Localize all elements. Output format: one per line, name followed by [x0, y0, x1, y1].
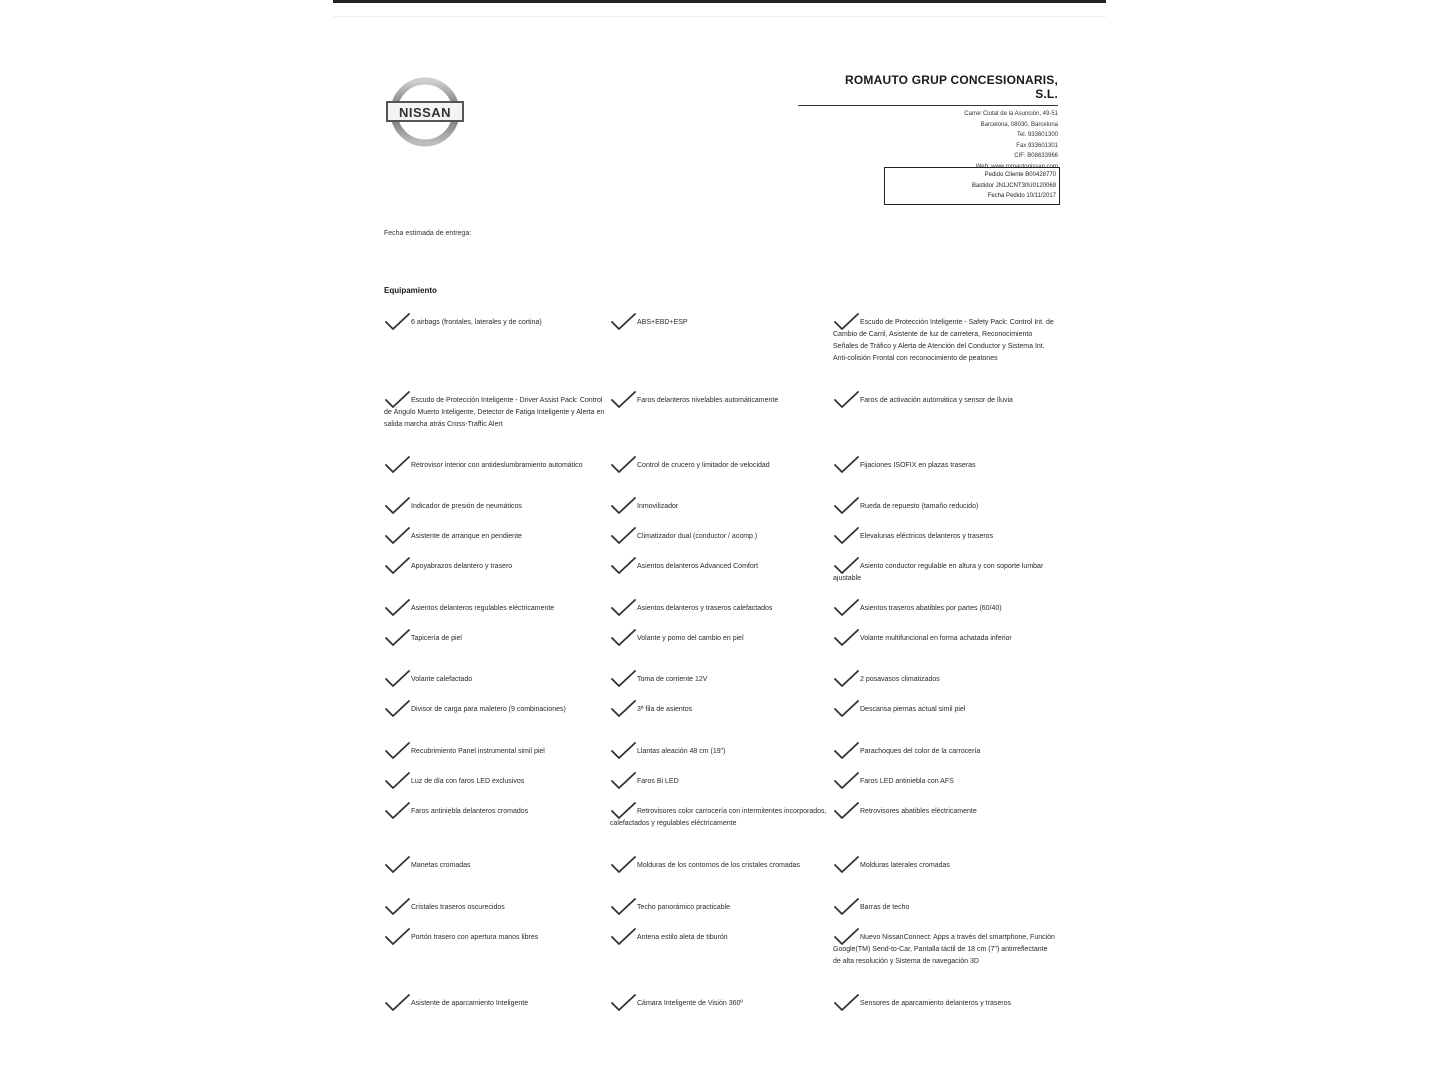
equipment-item-label: Retrovisores color carrocería con intermitentes incorporados, calefactados y regulables eléctricamente: [610, 808, 827, 827]
equipment-item: [833, 395, 1055, 407]
checkmark-icon: [833, 856, 859, 876]
checkmark-icon: [833, 994, 859, 1014]
equipment-item: [833, 501, 1055, 513]
equipment-item: [610, 317, 832, 329]
checkmark-icon: [610, 856, 636, 876]
equipment-item-label: Manetas cromadas: [411, 862, 471, 869]
order-info-box: [884, 167, 1060, 205]
equipment-item: [384, 746, 606, 758]
checkmark-icon: [610, 928, 636, 948]
equipment-item-label: Divisor de carga para maletero (9 combinaciones): [411, 706, 566, 713]
equipment-item-label: Asistente de arranque en pendiente: [411, 533, 522, 540]
equipment-item-label: Control de crucero y limitador de velocidad: [637, 462, 770, 469]
equipment-item-label: Antena estilo aleta de tiburón: [637, 934, 728, 941]
equipment-item: [384, 395, 606, 431]
order-date: Fecha Pedido 10/11/2017: [987, 193, 1056, 199]
order-number: Pedido Cliente B00428770: [984, 172, 1056, 178]
equipment-item-label: Asientos delanteros y traseros calefactados: [637, 605, 773, 612]
equipment-item: [384, 704, 606, 716]
equipment-item-label: Techo panorámico practicable: [637, 904, 730, 911]
equipment-item: [833, 317, 1055, 365]
equipment-item-label: Asientos delanteros regulables eléctricamente: [411, 605, 555, 612]
equipment-item-label: 3ª fila de asientos: [637, 706, 693, 713]
equipment-heading: Equipamiento: [384, 286, 437, 295]
equipment-item: [384, 860, 606, 872]
equipment-item: [610, 633, 832, 645]
equipment-item: [833, 603, 1055, 615]
fax-line: Fax 933601301: [1016, 142, 1058, 149]
company-divider: [798, 105, 1058, 106]
checkmark-icon: [384, 856, 410, 876]
equipment-item-label: Asiento conductor regulable en altura y con soporte lumbar ajustable: [833, 563, 1044, 582]
equipment-item-label: Llantas aleación 48 cm (19"): [637, 748, 726, 755]
equipment-item: [610, 674, 832, 686]
checkmark-icon: [384, 497, 410, 517]
equipment-item: [384, 932, 606, 944]
equipment-item: [833, 806, 1055, 818]
equipment-item-label: Luz de día con faros LED exclusivos: [411, 778, 525, 785]
equipment-item-label: Indicador de presión de neumáticos: [411, 503, 522, 510]
checkmark-icon: [610, 629, 636, 649]
equipment-item: [833, 460, 1055, 472]
equipment-item: [384, 674, 606, 686]
checkmark-icon: [610, 527, 636, 547]
checkmark-icon: [833, 456, 859, 476]
equipment-item: [833, 998, 1055, 1010]
equipment-item-label: Elevalunas eléctricos delanteros y traseros: [860, 533, 994, 540]
checkmark-icon: [384, 994, 410, 1014]
checkmark-icon: [384, 527, 410, 547]
equipment-item-label: Faros antiniebla delanteros cromados: [411, 808, 529, 815]
equipment-item: [833, 902, 1055, 914]
equipment-item: [384, 998, 606, 1010]
equipment-item-label: Escudo de Protección Inteligente - Driver Assist Pack: Control de Ángulo Muerto Inteligente, Detector de Fatiga Inteligente y Alerta en salida marcha atrás Cross-Traffic Alert: [384, 397, 605, 428]
equipment-item-label: Cámara Inteligente de Visión 360º: [637, 1000, 743, 1007]
checkmark-icon: [610, 670, 636, 690]
checkmark-icon: [610, 700, 636, 720]
checkmark-icon: [610, 898, 636, 918]
checkmark-icon: [384, 456, 410, 476]
address-line: Barcelona, 08030, Barcelona: [980, 121, 1058, 128]
equipment-item: [610, 902, 832, 914]
checkmark-icon: [384, 313, 410, 333]
cif-line: CIF: B08633966: [1014, 153, 1058, 159]
equipment-item-label: Asistente de aparcamiento Inteligente: [411, 1000, 529, 1007]
equipment-item-label: Inmovilizador: [637, 503, 679, 510]
checkmark-icon: [610, 497, 636, 517]
equipment-item-label: Volante multifuncional en forma achatada inferior: [860, 635, 1012, 642]
document-page: [333, 3, 1106, 1080]
equipment-item-label: Barras de techo: [860, 904, 910, 911]
checkmark-icon: [610, 313, 636, 333]
equipment-item: [833, 776, 1055, 788]
chassis-number: Bastidor JN1JCNT30U0120069: [971, 182, 1056, 189]
equipment-item-label: Volante y pomo del cambio en piel: [637, 635, 744, 642]
checkmark-icon: [384, 629, 410, 649]
equipment-item-label: 2 posavasos climatizados: [860, 676, 940, 683]
checkmark-icon: [833, 802, 859, 822]
equipment-item: [610, 603, 832, 615]
equipment-item-label: Faros Bi LED: [637, 778, 679, 785]
equipment-item: [833, 860, 1055, 872]
checkmark-icon: [833, 391, 859, 411]
address-line: Carrer Ciutat de la Asunción, 49-51: [964, 111, 1058, 117]
checkmark-icon: [833, 313, 859, 333]
checkmark-icon: [384, 802, 410, 822]
checkmark-icon: [384, 772, 410, 792]
checkmark-icon: [833, 629, 859, 649]
checkmark-icon: [833, 527, 859, 547]
equipment-item-label: Tapicería de piel: [411, 635, 462, 642]
equipment-item-label: Apoyabrazos delantero y trasero: [411, 563, 513, 570]
equipment-item: [833, 633, 1055, 645]
delivery-date-label: Fecha estimada de entrega:: [384, 230, 472, 237]
equipment-item-label: Molduras laterales cromadas: [860, 862, 950, 869]
equipment-item-label: Asientos delanteros Advanced Comfort: [637, 563, 759, 570]
checkmark-icon: [833, 898, 859, 918]
equipment-item-label: Asientos traseros abatibles por partes (60/40): [860, 605, 1002, 612]
equipment-item-label: Sensores de aparcamiento delanteros y traseros: [860, 1000, 1011, 1007]
checkmark-icon: [384, 391, 410, 411]
equipment-item: [833, 674, 1055, 686]
phone-line: Tel. 933601300: [1016, 132, 1058, 138]
equipment-item-label: Climatizador dual (conductor / acomp.): [637, 533, 758, 540]
checkmark-icon: [384, 898, 410, 918]
web-line: Web: www.romautonissan.com: [975, 163, 1058, 170]
equipment-item: [384, 776, 606, 788]
company-name-suffix: S.L.: [1035, 87, 1058, 101]
equipment-item-label: Cristales traseros oscurecidos: [411, 904, 505, 911]
equipment-item: [610, 395, 832, 407]
checkmark-icon: [833, 670, 859, 690]
equipment-item-label: Escudo de Protección Inteligente - Safety Pack: Control Int. de Cambio de Carril, Asistente de luz de carretera, Reconocimiento Señales de Tráfico y Alerta de Atención del Conductor y Sistema Int. Anti-colisión Frontal con reconocimiento de peatones: [833, 319, 1054, 362]
equipment-item: [833, 704, 1055, 716]
equipment-item-label: Toma de corriente 12V: [637, 676, 708, 683]
checkmark-icon: [833, 772, 859, 792]
equipment-item: [833, 531, 1055, 543]
checkmark-icon: [610, 557, 636, 577]
equipment-item-label: Faros delanteros nivelables automáticamente: [637, 397, 779, 404]
equipment-item: [610, 531, 832, 543]
equipment-item: [610, 561, 832, 573]
checkmark-icon: [384, 670, 410, 690]
equipment-item: [610, 776, 832, 788]
equipment-item: [833, 746, 1055, 758]
equipment-item: [384, 603, 606, 615]
equipment-item-label: Molduras de los contornos de los cristales cromadas: [637, 862, 801, 869]
equipment-item-label: Retrovisor interior con antideslumbramiento automático: [411, 462, 583, 469]
checkmark-icon: [610, 456, 636, 476]
equipment-item: [610, 460, 832, 472]
company-block: [798, 73, 1058, 172]
checkmark-icon: [610, 391, 636, 411]
checkmark-icon: [610, 772, 636, 792]
equipment-item-label: Retrovisores abatibles eléctricamente: [860, 808, 977, 815]
equipment-item-label: Portón trasero con apertura manos libres: [411, 934, 539, 941]
nissan-logo: [385, 75, 465, 149]
equipment-item-label: Fijaciones ISOFIX en plazas traseras: [860, 462, 976, 469]
equipment-item: [384, 561, 606, 573]
equipment-item: [384, 806, 606, 818]
equipment-item: [610, 860, 832, 872]
checkmark-icon: [833, 497, 859, 517]
equipment-item: [384, 460, 606, 472]
checkmark-icon: [610, 599, 636, 619]
equipment-item: [610, 998, 832, 1010]
checkmark-icon: [833, 928, 859, 948]
equipment-item: [610, 932, 832, 944]
equipment-item: [610, 704, 832, 716]
checkmark-icon: [384, 928, 410, 948]
equipment-item: [610, 501, 832, 513]
equipment-item: [833, 561, 1055, 585]
equipment-item: [833, 932, 1055, 968]
equipment-item-label: ABS+EBD+ESP: [637, 319, 688, 326]
equipment-item: [384, 531, 606, 543]
logo-wordmark: NISSAN: [398, 105, 452, 120]
equipment-item: [384, 902, 606, 914]
checkmark-icon: [833, 599, 859, 619]
equipment-item-label: Volante calefactado: [411, 676, 473, 683]
checkmark-icon: [384, 599, 410, 619]
checkmark-icon: [384, 700, 410, 720]
equipment-item-label: Faros LED antiniebla con AFS: [860, 778, 954, 785]
checkmark-icon: [833, 742, 859, 762]
checkmark-icon: [384, 742, 410, 762]
company-name: ROMAUTO GRUP CONCESIONARIS,: [845, 73, 1058, 87]
equipment-item-label: Recubrimiento Panel instrumental simil piel: [411, 748, 545, 755]
equipment-item: [384, 633, 606, 645]
checkmark-icon: [833, 557, 859, 577]
equipment-item: [610, 806, 832, 830]
equipment-item-label: Descansa piernas actual simil piel: [860, 706, 966, 713]
equipment-item-label: Nuevo NissanConnect: Apps a través del smartphone, Función Google(TM) Send-to-Car, Pantalla táctil de 18 cm (7") antirreflectante de alta resolución y Sistema de navegación 3D: [833, 934, 1055, 965]
checkmark-icon: [384, 557, 410, 577]
checkmark-icon: [610, 742, 636, 762]
equipment-item: [384, 501, 606, 513]
equipment-item: [384, 317, 606, 329]
checkmark-icon: [833, 700, 859, 720]
checkmark-icon: [610, 994, 636, 1014]
equipment-item-label: 6 airbags (frontales, laterales y de cortina): [411, 319, 542, 326]
equipment-item-label: Rueda de repuesto (tamaño reducido): [860, 503, 979, 510]
checkmark-icon: [610, 802, 636, 822]
equipment-item-label: Faros de activación automática y sensor de lluvia: [860, 397, 1013, 404]
equipment-item: [610, 746, 832, 758]
equipment-item-label: Parachoques del color de la carrocería: [860, 748, 981, 755]
